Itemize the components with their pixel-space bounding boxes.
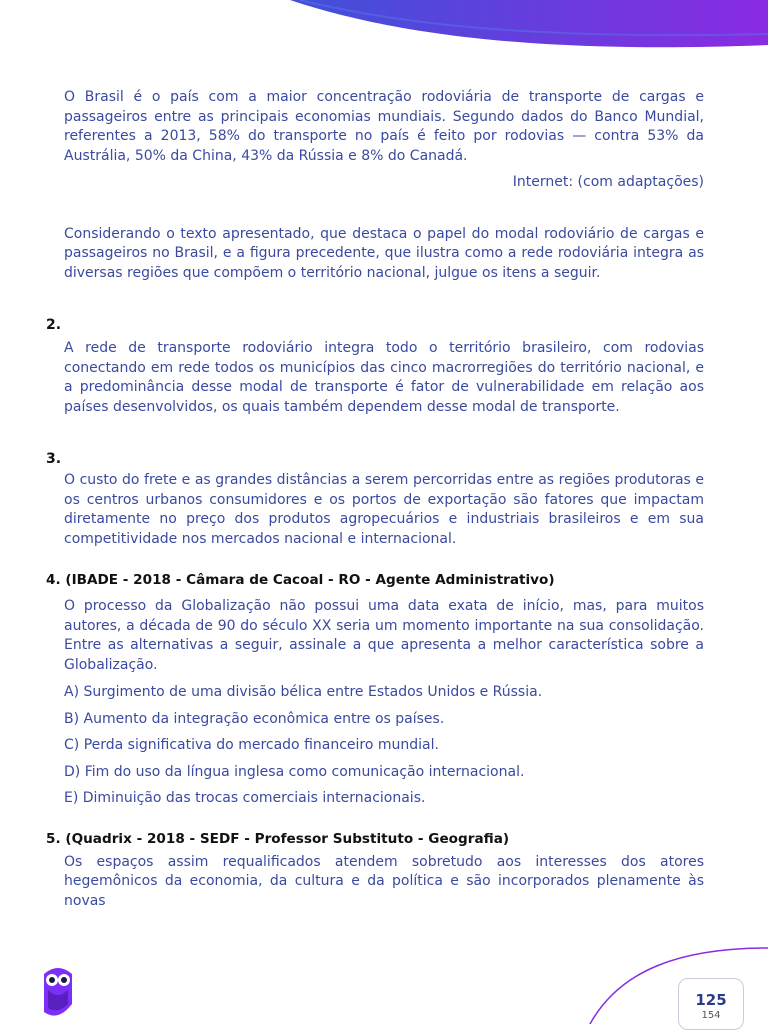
question-4-text: O processo da Globalização não possui uma data exata de início, mas, para muitos autores, a década de 90 do século XX seria um momento importante na sua consolidação. Entre as alternativas a seguir, assinale a que apresenta a melhor característica sobre a Globalização.	[64, 598, 704, 673]
question-5-text: Os espaços assim requalificados atendem sobretudo aos interesses dos atores hegemônicos da economia, da cultura e da política e são incorporados plenamente às novas	[64, 853, 704, 909]
question-3-number: 3.	[46, 451, 62, 467]
option-b: B) Aumento da integração econômica entre os países.	[64, 710, 445, 727]
owl-mascot-icon	[40, 960, 76, 1020]
option-c: C) Perda significativa do mercado financeiro mundial.	[64, 737, 439, 753]
question-2-number: 2.	[46, 317, 62, 333]
intro-text: O Brasil é o país com a maior concentração rodoviária de transporte de cargas e passageiros entre as principais economias mundiais. Segundo dados do Banco Mundial, referentes a 2013, 58% do transporte no país é feito por rodovias — contra 53% da Austrália, 50% da China, 43% da Rússia e 8% do Canadá.	[64, 89, 704, 164]
header-wave-decoration	[0, 0, 768, 60]
question-prompt: Considerando o texto apresentado, que destaca o papel do modal rodoviário de cargas e passageiros no Brasil, e a figura precedente, que ilustra como a rede rodoviária integra as diversas regiões que compõem o território nacional, julgue os itens a seguir.	[64, 225, 704, 281]
question-2-text: A rede de transporte rodoviário integra todo o território brasileiro, com rodovias conectando em rede todos os municípios das cinco macrorregiões do território nacional, e a predominância desse modal de transporte é fator de vulnerabilidade em relação aos países desenvolvidos, os quais também dependem desse modal de transporte.	[64, 340, 704, 415]
intro-source: Internet: (com adaptações)	[512, 174, 704, 190]
page-number: 125	[695, 991, 727, 1009]
option-d: D) Fim do uso da língua inglesa como comunicação internacional.	[64, 763, 525, 780]
option-a: A) Surgimento de uma divisão bélica entre Estados Unidos e Rússia.	[64, 684, 543, 700]
question-4-header: 4. (IBADE - 2018 - Câmara de Cacoal - RO - Agente Administrativo)	[46, 572, 555, 588]
question-3-heading	[46, 443, 704, 467]
question-4-heading	[46, 567, 704, 589]
question-5-heading	[46, 827, 704, 849]
option-e: E) Diminuição das trocas comerciais internacionais.	[64, 790, 426, 806]
question-5-header: 5. (Quadrix - 2018 - SEDF - Professor Substituto - Geografia)	[46, 830, 510, 847]
page-content	[46, 88, 704, 911]
page-number-box	[678, 978, 744, 1030]
page-total: 154	[701, 1010, 721, 1021]
question-3-text: O custo do frete e as grandes distâncias a serem percorridas entre as regiões produtoras e os centros urbanos consumidores e os portos de exportação são fatores que impactam diretamente no preço dos produtos agropecuários e industriais brasileiros e em sua competitividade nos mercados nacional e internacional.	[64, 472, 704, 547]
question-2-heading	[46, 309, 704, 333]
